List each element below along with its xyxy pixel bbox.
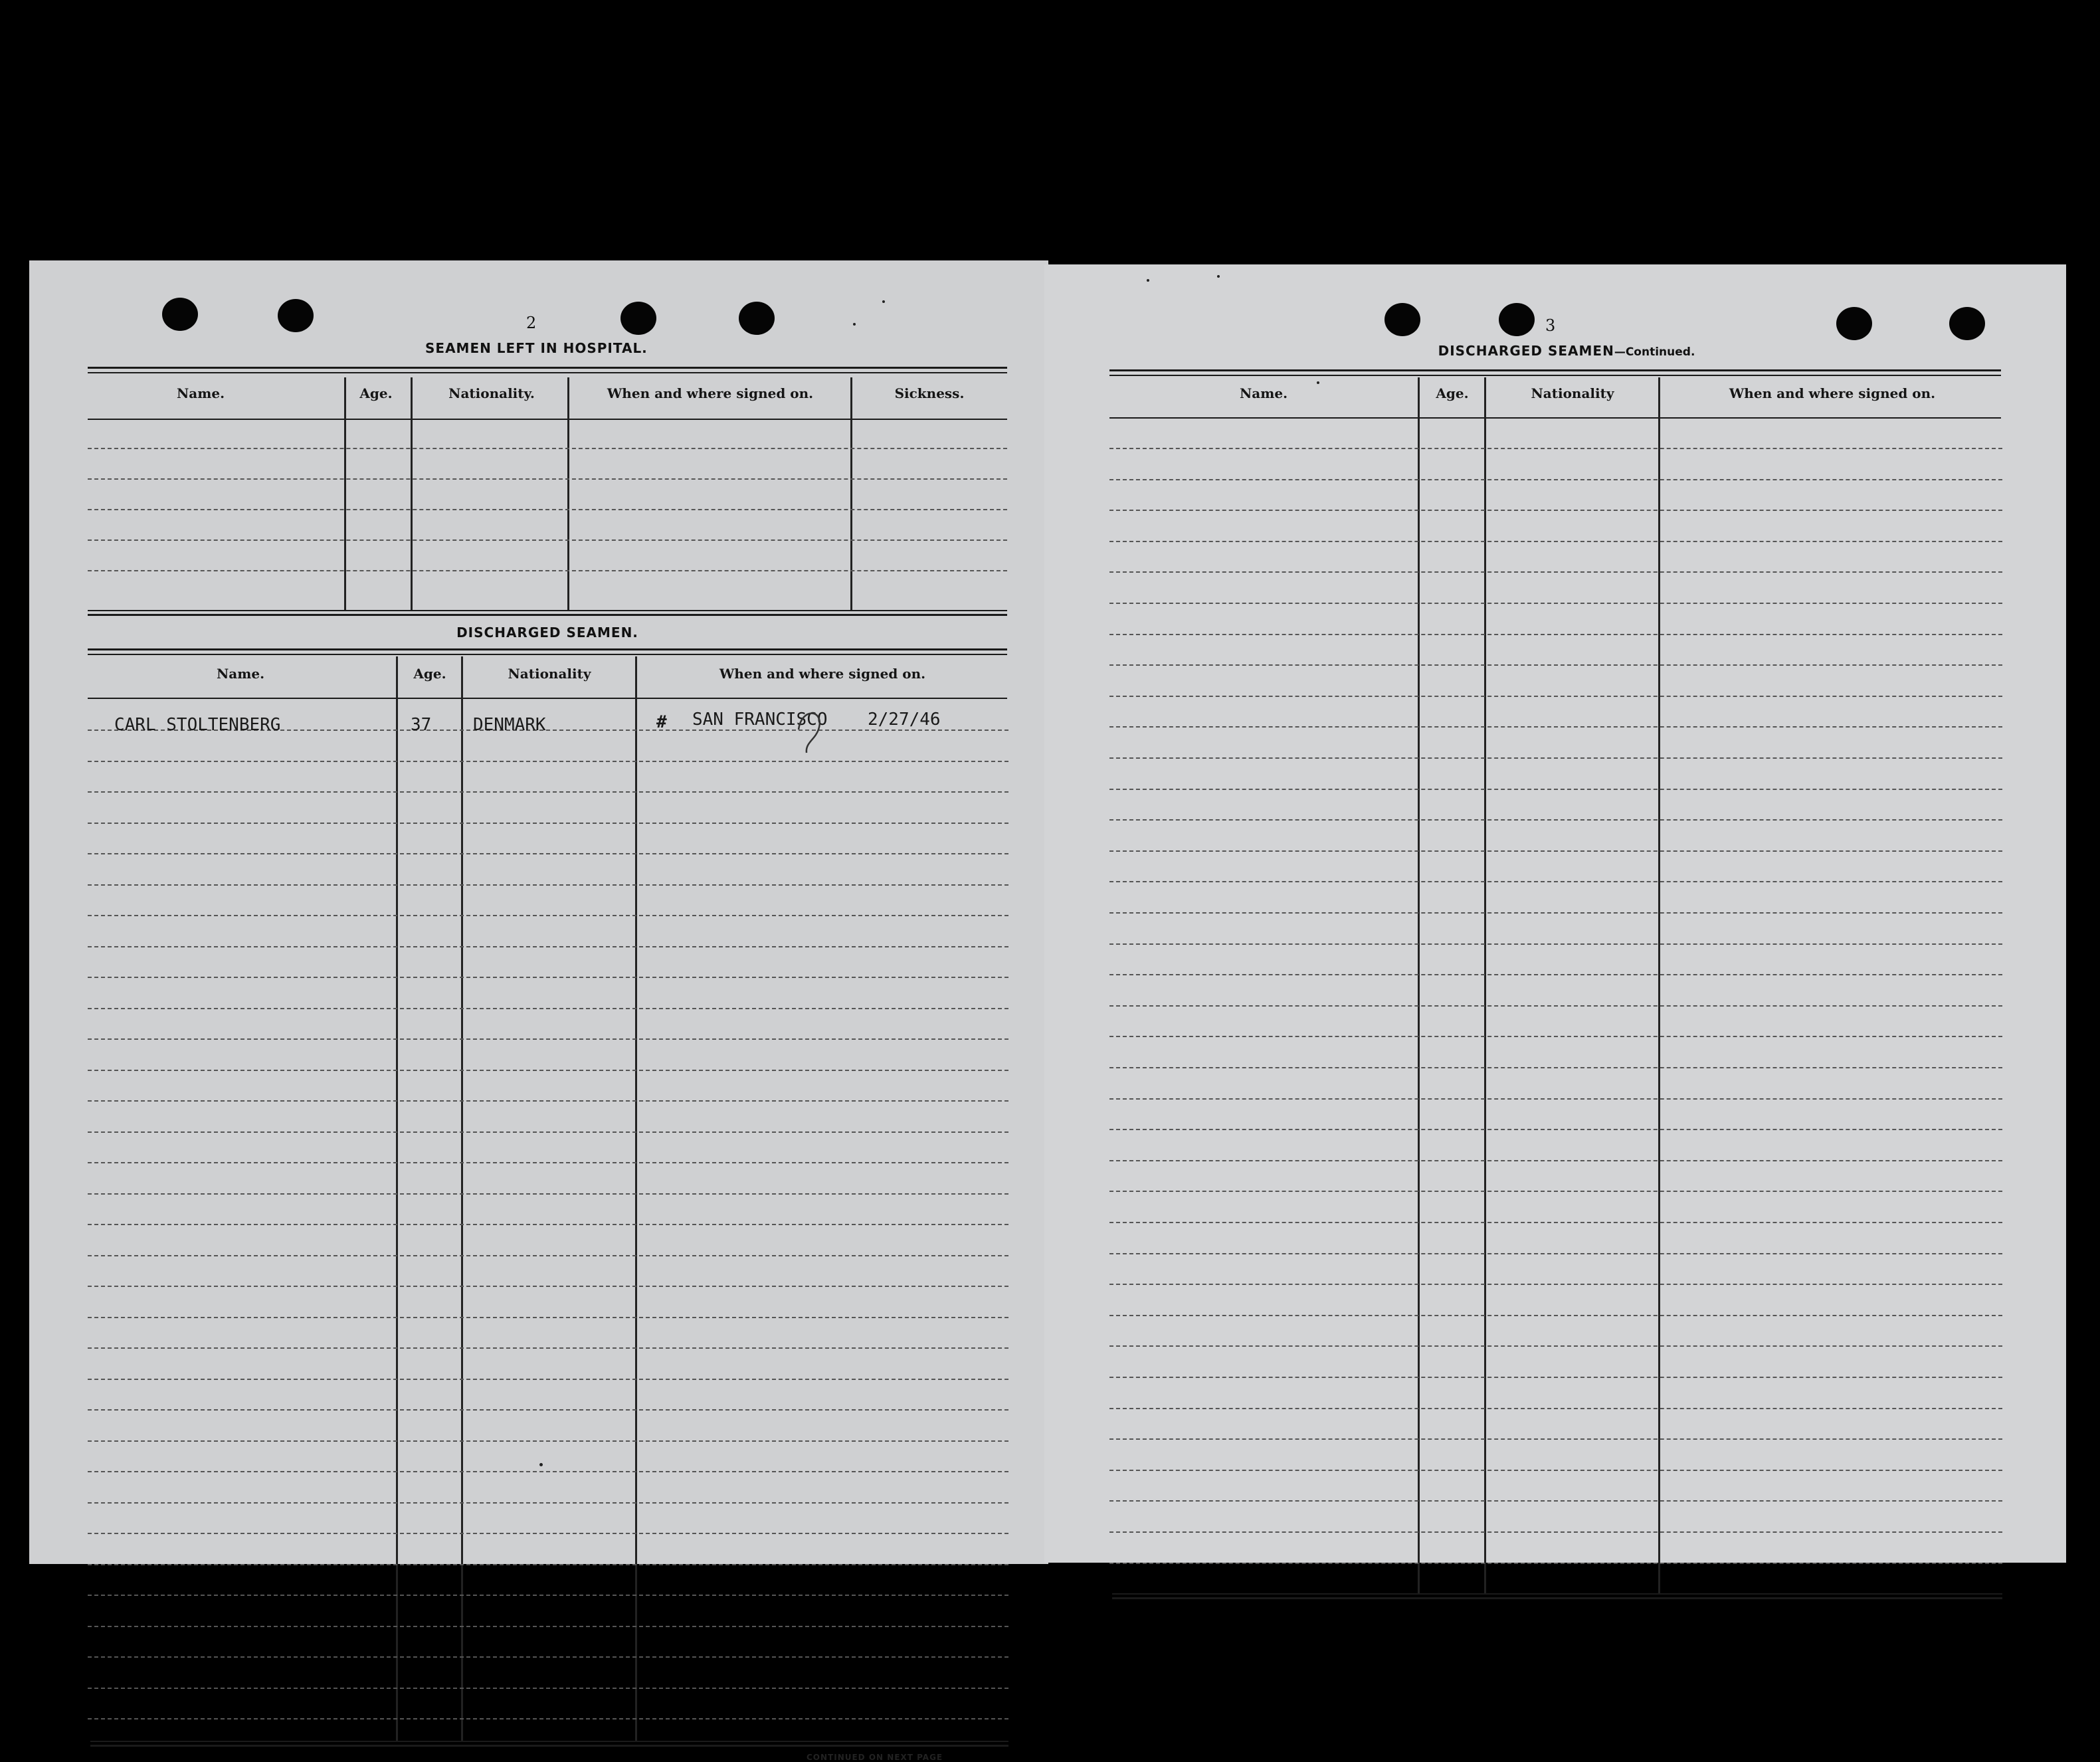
ruled-line xyxy=(88,1656,1008,1658)
punch-hole-icon xyxy=(620,302,656,335)
column-header-name: Name. xyxy=(176,385,225,401)
column-header-age: Age. xyxy=(1436,385,1469,401)
ruled-line xyxy=(88,1564,1008,1565)
column-divider xyxy=(344,377,346,610)
entry-mark: # xyxy=(656,712,667,732)
column-header-name: Name. xyxy=(1239,385,1288,401)
ruled-line xyxy=(88,1131,1008,1133)
ruled-line xyxy=(88,791,1008,793)
ruled-line xyxy=(88,1688,1008,1689)
hospital-section-title: SEAMEN LEFT IN HOSPITAL. xyxy=(425,340,648,356)
ruled-line xyxy=(88,823,1008,824)
column-header-nationality: Nationality xyxy=(1531,385,1614,401)
ruled-line xyxy=(88,1162,1008,1163)
ruled-line xyxy=(88,539,1007,541)
ruled-line xyxy=(1109,696,2002,697)
ruled-line xyxy=(1109,1067,2002,1068)
column-header-nationality: Nationality. xyxy=(448,385,535,401)
column-divider xyxy=(1484,377,1486,1593)
entry-age: 37 xyxy=(411,715,432,735)
header-underline xyxy=(88,419,1007,420)
ruled-line xyxy=(88,1626,1008,1627)
speck xyxy=(1317,381,1319,384)
ruled-line xyxy=(1109,757,2002,759)
ruled-line xyxy=(1109,1036,2002,1037)
punch-hole-icon xyxy=(162,298,198,331)
ruled-line xyxy=(1109,1315,2002,1316)
continued-note: CONTINUED ON NEXT PAGE xyxy=(807,1753,943,1762)
ruled-line xyxy=(1109,1345,2002,1347)
ruled-line xyxy=(88,1409,1008,1411)
bottom-rule xyxy=(1112,1593,2002,1595)
ruled-line xyxy=(88,1440,1008,1442)
ruled-line xyxy=(1109,912,2002,914)
ruled-line xyxy=(1109,634,2002,635)
ruled-line xyxy=(1109,664,2002,666)
ruled-line xyxy=(88,1070,1008,1071)
ruled-line xyxy=(1109,1470,2002,1471)
column-header-age: Age. xyxy=(413,666,446,682)
ruled-line xyxy=(88,884,1008,886)
column-header-name: Name. xyxy=(216,666,265,682)
bottom-rule xyxy=(1112,1597,2002,1599)
top-rule xyxy=(88,367,1007,369)
top-rule xyxy=(88,648,1007,650)
ruled-line xyxy=(88,509,1007,510)
ruled-line xyxy=(1109,603,2002,604)
column-header-signed-on: When and where signed on. xyxy=(607,385,814,401)
column-divider xyxy=(411,377,413,610)
ruled-line xyxy=(1109,1222,2002,1223)
ruled-line xyxy=(1109,1129,2002,1130)
header-underline xyxy=(1109,417,2001,419)
ruled-line xyxy=(88,1255,1008,1256)
ruled-line xyxy=(88,1317,1008,1318)
ruled-line xyxy=(1109,1284,2002,1285)
ruled-line xyxy=(1109,1253,2002,1254)
ruled-line xyxy=(88,570,1007,571)
ruled-line xyxy=(1109,1191,2002,1192)
column-header-nationality: Nationality xyxy=(508,666,591,682)
ruled-line xyxy=(88,1595,1008,1596)
ruled-line xyxy=(88,1471,1008,1472)
ruled-line xyxy=(88,448,1007,449)
ruled-line xyxy=(1109,1531,2002,1533)
punch-hole-icon xyxy=(739,302,775,335)
ruled-line xyxy=(1109,819,2002,821)
page-number: 2 xyxy=(526,314,537,332)
ruled-line xyxy=(88,1193,1008,1195)
column-divider xyxy=(461,656,463,1741)
ruled-line xyxy=(1109,448,2002,449)
ruled-line xyxy=(88,1502,1008,1504)
column-divider xyxy=(635,656,637,1741)
punch-hole-icon xyxy=(1499,303,1535,336)
ruled-line xyxy=(1109,1098,2002,1100)
ruled-line xyxy=(1109,571,2002,573)
column-divider xyxy=(1658,377,1660,1593)
column-divider xyxy=(1418,377,1420,1593)
ruled-line xyxy=(1109,974,2002,975)
ruled-line xyxy=(1109,541,2002,542)
speck xyxy=(539,1463,543,1466)
ruled-line xyxy=(1109,1005,2002,1007)
entry-signed-on-place: SAN FRANCISCO xyxy=(692,710,828,730)
bottom-rule xyxy=(90,1745,1008,1747)
ruled-line xyxy=(1109,1438,2002,1440)
ruled-line xyxy=(88,761,1008,762)
bottom-rule xyxy=(90,1741,1008,1742)
top-rule xyxy=(1109,375,2001,376)
ruled-line xyxy=(88,1347,1008,1349)
ruled-line xyxy=(1109,943,2002,945)
ruled-line xyxy=(88,478,1007,480)
ruled-line xyxy=(88,946,1008,947)
ruled-line xyxy=(1109,1500,2002,1502)
top-rule xyxy=(88,654,1007,655)
ruled-line xyxy=(88,915,1008,916)
ruled-line xyxy=(1109,510,2002,511)
ruled-line xyxy=(88,1718,1008,1719)
column-divider xyxy=(567,377,569,610)
ruled-line xyxy=(1109,726,2002,728)
speck xyxy=(1217,275,1220,278)
ruled-line xyxy=(1109,1160,2002,1161)
header-underline xyxy=(88,698,1007,699)
left-page xyxy=(29,260,1048,1762)
discharged-continued-title: DISCHARGED SEAMEN—Continued. xyxy=(1438,343,1695,359)
ruled-line xyxy=(88,1100,1008,1102)
column-header-age: Age. xyxy=(359,385,393,401)
column-header-signed-on: When and where signed on. xyxy=(719,666,926,682)
ruled-line xyxy=(1109,881,2002,882)
ruled-line xyxy=(1109,850,2002,852)
ruled-line xyxy=(1109,1377,2002,1378)
speck xyxy=(882,300,885,303)
pen-mark-icon xyxy=(792,703,832,756)
ruled-line xyxy=(88,1286,1008,1287)
punch-hole-icon xyxy=(1949,307,1985,340)
discharged-section-title: DISCHARGED SEAMEN. xyxy=(456,625,638,640)
ruled-line xyxy=(88,1038,1008,1040)
section-rule xyxy=(88,614,1007,616)
top-rule xyxy=(1109,369,2001,371)
punch-hole-icon xyxy=(1836,307,1872,340)
speck xyxy=(853,323,856,326)
punch-hole-icon xyxy=(1384,303,1420,336)
ruled-line xyxy=(1109,1563,2002,1564)
entry-nationality: DENMARK xyxy=(473,715,546,735)
ruled-line xyxy=(1109,789,2002,790)
section-rule xyxy=(88,610,1007,611)
right-page xyxy=(1044,264,2066,1563)
ruled-line xyxy=(88,1008,1008,1009)
column-header-sickness: Sickness. xyxy=(894,385,965,401)
ruled-line xyxy=(1109,1408,2002,1409)
column-divider xyxy=(850,377,852,610)
entry-signed-on-date: 2/27/46 xyxy=(868,710,941,730)
punch-hole-icon xyxy=(278,299,314,332)
column-divider xyxy=(396,656,398,1741)
ruled-line xyxy=(88,853,1008,854)
ruled-line xyxy=(88,1379,1008,1380)
entry-name: CARL STOLTENBERG xyxy=(114,715,281,735)
speck xyxy=(1147,279,1149,282)
ruled-line xyxy=(88,1533,1008,1534)
ruled-line xyxy=(88,1224,1008,1225)
column-header-signed-on: When and where signed on. xyxy=(1729,385,1936,401)
ruled-line xyxy=(88,977,1008,978)
page-number: 3 xyxy=(1545,316,1556,335)
ruled-line xyxy=(1109,479,2002,480)
top-rule xyxy=(88,372,1007,373)
